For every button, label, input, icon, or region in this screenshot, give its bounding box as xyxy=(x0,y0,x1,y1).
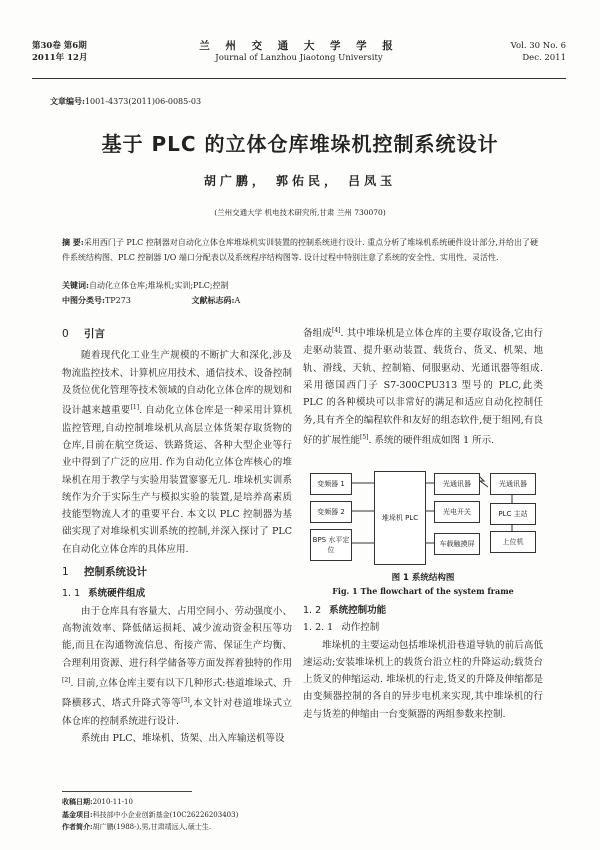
clc-label: 中图分类号: xyxy=(62,295,105,305)
abstract-label: 摘 要: xyxy=(62,237,84,247)
citation: [1] xyxy=(130,404,140,412)
author-bio xyxy=(62,821,238,834)
hardware-text-c: ,本文针对巷道堆垛式立体仓库的控制系统进行设计. xyxy=(62,698,292,727)
plc-master-box: PLC 主站 xyxy=(490,503,536,525)
intro-text-a: 随着现代化工业生产规模的不断扩大和深化,涉及物流监控技术、计算机应用技术、通信技术、设备控制及货位优化管理等技术领域的自动化立体仓库的规划和设计越来越重要 xyxy=(62,350,292,417)
paper-title: 基于 PLC 的立体仓库堆垛机控制系统设计 xyxy=(101,132,499,156)
hardware-text-a: 由于仓库具有容量大、占用空间小、劳动强度小、高物流效率、降低储运损耗、减少流动资金积压等功能,而且在沟通物流信息、衔接产需、保证生产均衡、合理利用资源、进行科学储备等方面发挥着独特的作用 xyxy=(62,605,292,669)
figure-1-caption-en: Fig. 1 The flowchart of the system frame xyxy=(332,586,514,596)
author-bio-value: 胡广鹏(1988-),男,甘肃靖远人,硕士生. xyxy=(92,823,212,831)
received-value: 2010-11-10 xyxy=(92,798,133,806)
right-column-bottom xyxy=(303,602,543,723)
journal-name-en: Journal of Lanzhou Jiaotong University xyxy=(215,53,383,63)
section-0-number: 0 xyxy=(62,328,69,340)
system-paragraph: 系统由 PLC、堆垛机、货架、出入库输送机等设 xyxy=(81,733,285,744)
inverter-2-box: 变频器 2 xyxy=(310,501,352,523)
section-1-2-1-number: 1. 2. 1 xyxy=(303,622,334,634)
citation: [4] xyxy=(332,327,341,334)
received-date xyxy=(62,796,238,809)
optical-comm-a-box: 光通讯器 xyxy=(434,473,480,495)
section-1-heading xyxy=(62,564,292,581)
volume-issue-cn: 第30卷 第6期 xyxy=(32,41,87,51)
header-rule xyxy=(32,78,566,79)
continued-text-a: 备组成 xyxy=(303,328,332,340)
section-1-1-heading xyxy=(62,585,292,602)
citation: [3] xyxy=(181,697,190,705)
received-label: 收稿日期: xyxy=(62,797,93,806)
keywords xyxy=(62,280,229,291)
left-column xyxy=(62,322,292,747)
touch-screen-box: 车载触摸屏 xyxy=(434,533,480,555)
volume-issue-en: Vol. 30 No. 6 xyxy=(510,41,566,51)
abstract xyxy=(62,235,538,265)
keywords-label: 关键词: xyxy=(62,280,89,290)
journal-name-cn: 兰 州 交 通 大 学 学 报 xyxy=(199,40,399,52)
section-1-2-1-title: 动作控制 xyxy=(341,622,380,634)
article-number-label: 文章编号: xyxy=(50,96,85,106)
citation: [5] xyxy=(360,433,369,441)
abstract-text: 采用西门子 PLC 控制器对自动化立体仓库堆垛机实训装置的控制系统进行设计. 重点分析了堆垛机系统硬件设计部分,并给出了硬件系统结构图、PLC 控制器 I/O 端口分配表以及系统程序结构图等. 设计过程中特别注意了系统的安全性、实用性、灵活性. xyxy=(62,238,538,262)
footnote-rule xyxy=(62,791,192,792)
section-1-1-number: 1. 1 xyxy=(62,588,81,600)
header-right xyxy=(511,40,566,64)
affiliation: (兰州交通大学 机电技术研究所,甘肃 兰州 730070) xyxy=(214,208,386,217)
inverter-1-box: 变频器 1 xyxy=(310,473,352,495)
optical-comm-b-box: 光通讯器 xyxy=(490,473,536,495)
funding-label: 基金项目: xyxy=(62,809,93,819)
section-0-heading xyxy=(62,326,292,343)
section-1-number: 1 xyxy=(62,566,69,579)
article-number xyxy=(50,96,201,107)
motion-control-paragraph: 堆垛机的主要运动包括堆垛机沿巷道导轨的前后高低速运动;安装堆垛机上的载货台沿立柱的升降运动;载货台上货叉的伸缩运动. 堆垛机的行走,货叉的升降及伸缩都是由变频器控制的各自的异步电机来实现,其中堆垛机的行走与货差的伸缩由一台变频器的两组参数来控制. xyxy=(303,639,543,720)
section-1-2-1-heading xyxy=(303,619,543,636)
section-1-2-heading xyxy=(303,602,543,619)
clc-value: TP273 xyxy=(104,296,131,305)
citation: [2] xyxy=(62,676,71,684)
article-number-value: 1001-4373(2011)06-0085-03 xyxy=(84,97,202,106)
continued-text-c: . 系统的硬件组成如图 1 所示. xyxy=(368,435,495,447)
stacker-plc-box: 堆垛机 PLC xyxy=(374,471,426,565)
running-header xyxy=(32,40,566,76)
figure-1-caption-cn: 图 1 系统结构图 xyxy=(391,573,455,583)
date-cn: 2011年 12月 xyxy=(32,53,88,63)
classification xyxy=(62,295,240,306)
host-computer-box: 上位机 xyxy=(490,531,536,553)
header-center xyxy=(32,40,566,64)
intro-text-b: . 自动化立体仓库是一种采用计算机监控管理,自动控制堆垛机从高层立体货架存取货物的仓库,目前在航空货运、铁路货运、各种大型企业等行业中得到了广泛的应用. 作为自动化立体仓库核心的堆垛机在用于教学与实验用装置寥寥无几. 堆垛机实训系统作为介于实际生产与模拟实验的装置,是培养高素质技能型物流人才的重要平台. 本文以 PLC 控制器为基础实现了对堆垛机实训系统的控制,并深入探讨了 PLC 在自动化立体仓库的具体应用. xyxy=(62,405,292,555)
funding xyxy=(62,809,238,822)
hardware-text-b: . 目前,立体仓库主要有以下几种形式:巷道堆垛式、升降横移式、塔式升降式等等 xyxy=(62,677,292,710)
continued-text-b: . 其中堆垛机是立体仓库的主要存取设备,它由行走驱动装置、提升驱动装置、载货台、货叉、机架、地轨、滑线、天轨、控制箱、伺服驱动、光通讯器等组成. 采用德国西门子 S7-300CPU313 型号的 PLC,此类 PLC 的各种模块可以非常好的满足和适应自动化控制任务,具有齐全的编程软件和友好的组态软件,便于组网,有良好的扩展性能 xyxy=(303,328,543,447)
section-0-title: 引言 xyxy=(84,328,105,340)
section-1-2-title: 系统控制功能 xyxy=(329,605,387,616)
doc-code-label: 文献标志码: xyxy=(191,295,235,305)
funding-value: 科技部中小企业创新基金(10C26226203403) xyxy=(92,810,239,819)
photoelectric-switch-box: 光电开关 xyxy=(434,501,480,523)
footnotes xyxy=(62,796,238,834)
author-list: 胡广鹏， 郭佑民， 吕凤玉 xyxy=(203,174,397,188)
section-1-title: 控制系统设计 xyxy=(84,566,147,579)
author-bio-label: 作者简介: xyxy=(62,822,93,831)
section-1-2-number: 1. 2 xyxy=(303,605,322,616)
section-1-1-title: 系统硬件组成 xyxy=(88,588,146,600)
keywords-value: 自动化立体仓库;堆垛机;实训;PLC;控制 xyxy=(88,281,229,290)
doc-code-value: A xyxy=(234,296,241,305)
right-column-top xyxy=(303,322,543,449)
hardware-paragraph xyxy=(62,603,292,730)
date-en: Dec. 2011 xyxy=(522,53,566,63)
continued-paragraph xyxy=(303,322,543,449)
intro-paragraph xyxy=(62,347,292,558)
bps-positioning-box: BPS 水平定位 xyxy=(310,529,352,561)
